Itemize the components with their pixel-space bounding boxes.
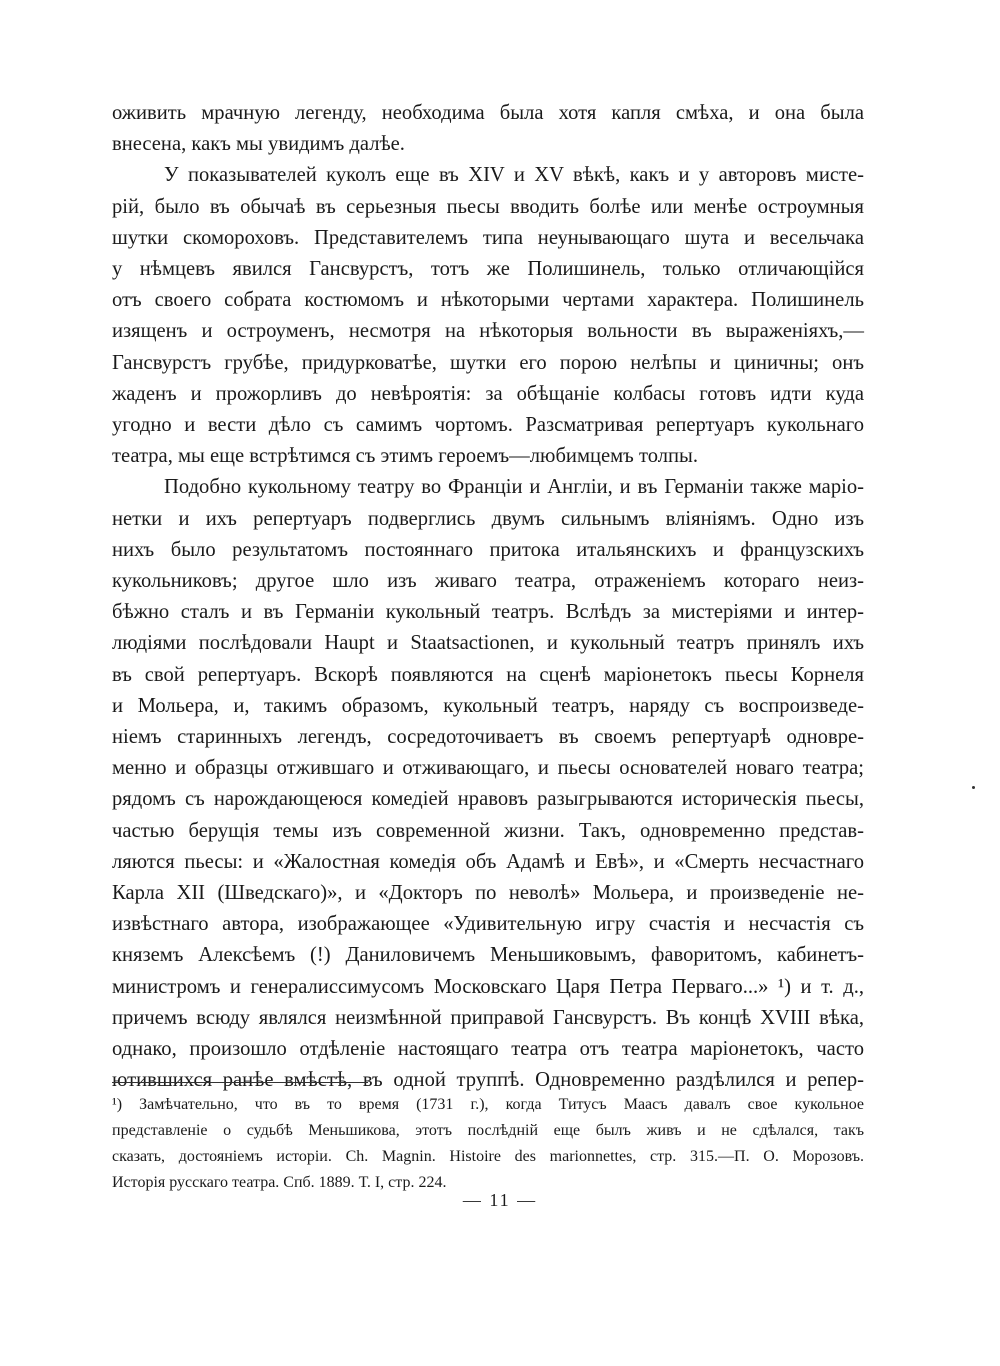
text-line: Подобно кукольному театру во Франціи и Англіи, и въ Германіи также маріо- xyxy=(164,476,864,499)
page-number: — 11 — xyxy=(462,1190,538,1210)
text-line: извѣстнаго автора, изображающее «Удивительную игру счастія и несчастія съ xyxy=(112,913,864,936)
footnote-line: сказать, достояніемъ исторіи. Ch. Magnin. Histoire des marionnettes, стр. 315.—П. О. Морозовъ. xyxy=(112,1148,864,1165)
text-line: нетки и ихъ репертуаръ подверглись двумъ сильнымъ вліяніямъ. Одно изъ xyxy=(112,507,864,530)
text-line: У показывателей куколъ еще въ XIV и XV вѣкѣ, какъ и у авторовъ мисте- xyxy=(164,164,864,187)
footnote-divider xyxy=(112,1082,368,1083)
text-line: жаденъ и прожорливъ до невѣроятія: за обѣщаніе колбасы готовъ идти куда xyxy=(112,382,864,405)
text-line: и Мольера, и, такимъ образомъ, кукольный театръ, наряду съ воспроизведе- xyxy=(112,694,864,717)
text-line: ютившихся ранѣе вмѣстѣ, въ одной труппѣ. Одновременно раздѣлился и репер- xyxy=(112,1069,864,1092)
text-line: однако, произошло отдѣленіе настоящаго театра отъ театра маріонетокъ, часто xyxy=(112,1038,864,1061)
footnote-line: представленіе о судьбѣ Меньшикова, этотъ послѣдній еще былъ живъ и не сдѣлался, такъ xyxy=(112,1122,864,1139)
text-line: внесена, какъ мы увидимъ далѣе. xyxy=(112,133,405,156)
text-line: ніемъ старинныхъ легендъ, сосредоточиваетъ въ своемъ репертуарѣ одновре- xyxy=(112,726,864,749)
text-line: угодно и вести дѣло съ самимъ чортомъ. Разсматривая репертуаръ кукольнаго xyxy=(112,414,864,437)
text-line: министромъ и генералиссимусомъ Московскаго Царя Петра Перваго...» ¹) и т. д., xyxy=(112,975,864,998)
scan-speck xyxy=(972,786,975,789)
text-line: менно и образцы отжившаго и отживающаго, и пьесы основателей новаго театра; xyxy=(112,757,864,780)
text-line: рій, было въ обычаѣ въ серьезныя пьесы вводить болѣе или менѣе остроумныя xyxy=(112,195,864,218)
text-line: отъ своего собрата костюмомъ и нѣкоторыми чертами характера. Полишинель xyxy=(112,289,864,312)
text-line: Карла XII (Шведскаго)», и «Докторъ по неволѣ» Мольера, и произведеніе не- xyxy=(112,882,864,905)
text-line: оживить мрачную легенду, необходима была хотя капля смѣха, и она была xyxy=(112,102,864,124)
text-line: въ свой репертуаръ. Вскорѣ появляются на сценѣ маріонетокъ пьесы Корнеля xyxy=(112,663,864,686)
footnote-line: ¹) Замѣчательно, что въ то время (1731 г.), когда Титусъ Маасъ давалъ свое кукольное xyxy=(112,1096,864,1113)
text-line: Гансвурстъ грубѣе, придурковатѣе, шутки его порою нелѣпы и циничны; онъ xyxy=(112,351,864,374)
text-line: бѣжно сталъ и въ Германіи кукольный театръ. Вслѣдъ за мистеріями и интер- xyxy=(112,601,864,624)
text-line: причемъ всюду являлся неизмѣнной приправой Гансвурстъ. Въ концѣ XVIII вѣка, xyxy=(112,1006,864,1029)
paragraph-1 xyxy=(112,98,864,160)
footnote xyxy=(112,1092,864,1196)
text-line: рядомъ съ нарождающеюся комедіей нравовъ разыгрываются историческія пьесы, xyxy=(112,788,864,811)
paragraph-2 xyxy=(112,160,864,472)
text-line: людіями послѣдовали Haupt и Staatsactionen, и кукольный театръ принялъ ихъ xyxy=(112,632,864,655)
text-line: у нѣмцевъ явился Гансвурстъ, тотъ же Полишинель, только отличающійся xyxy=(112,258,864,281)
text-line: шутки скомороховъ. Представителемъ типа неунывающаго шута и весельчака xyxy=(112,226,864,249)
body-text xyxy=(112,98,864,1097)
footnote-line: Исторія русскаго театра. Спб. 1889. Т. I, стр. 224. xyxy=(112,1174,447,1191)
paragraph-3 xyxy=(112,472,864,1096)
text-line: частью берущія темы изъ современной жизни. Такъ, одновременно представ- xyxy=(112,819,864,842)
text-line: ляются пьесы: и «Жалостная комедія объ Адамѣ и Евѣ», и «Смерть несчастнаго xyxy=(112,850,864,873)
text-line: изященъ и остроуменъ, несмотря на нѣкоторыя вольности въ выраженіяхъ,— xyxy=(112,320,864,343)
text-line: нихъ было результатомъ постояннаго притока итальянскихъ и французскихъ xyxy=(112,538,864,561)
text-line: кукольниковъ; другое шло изъ живаго театра, отраженіемъ котораго неиз- xyxy=(112,570,864,593)
text-line: княземъ Алексѣемъ (!) Даниловичемъ Меньшиковымъ, фаворитомъ, кабинетъ- xyxy=(112,944,864,967)
text-line: театра, мы еще встрѣтимся съ этимъ героемъ—любимцемъ толпы. xyxy=(112,445,698,468)
